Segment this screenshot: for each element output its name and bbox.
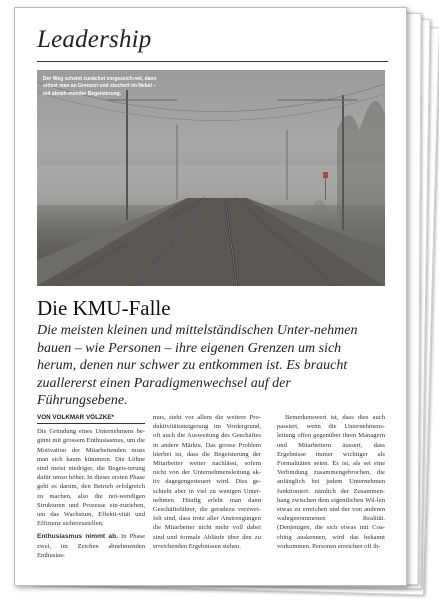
text-column-2 bbox=[153, 413, 261, 551]
subheading: Enthusiasmus nimmt ab. bbox=[37, 533, 118, 541]
paragraph: mus, steht vor allem die weitere Pro-duktivitätssteigerung im Vordergrund, oft auch die Ausweitung des Geschäftes in andere Märkte. Das grosse Problem hierbei ist, dass die Begeisterung der Mitarbeiter weiter nachlässt, sofern nicht von der Unternehmensleitung ak-tiv dagegengesteuert wird. Dies ge-schieht aber in viel zu wenigen Unter-nehmen. Häufig erlebt man dann Geschäftsführer, die geradezu verzwei-felt sind, dass trotz aller Anstrengungen die Mitarbeiter nicht mehr voll dabei sind und formale Abläufe über den zu erreichenden Ergebnissen stehen. bbox=[153, 414, 261, 550]
paragraph: Bemerkenswert ist, dass dies auch passiert, wenn die Unternehmens-leitung offen gegenüber ihren Managern und Mitarbeitern äussert, dass Ergebnisse immer wichtiger als Formalitäten seien. Es ist, als sei eine Verbindung zusammengebrochen, die anfänglich bei jedem Unternehmen funktioniert: nämlich der Zusammen-hang zwischen dem eigentlichen Wil-len etwas zu erreichen und der von anderen wahrgenommenen Realität. (Denjenigen, die sich etwas mit Coa-ching auskennen, wird das bekannt vorkommen. Personen erreichen oft ih- bbox=[277, 414, 385, 550]
paragraph: Die Gründung eines Unternehmens be-ginnt mit grossem Enthusiasmus, um die Motivation der Mitarbeitenden muss man sich kaum kümmern. Die Löhne sind meist niedriger, die Begeis-terung dafür umso höher. In dieser ersten Phase geht es darum, den Betrieb erfolgreich zu machen, also die not-wendigen Strukturen und Prozesse ein-zuziehen, um das Wachstum, Effekti-vität und Effizienz sicherzustellen. bbox=[37, 428, 145, 528]
paragraph-with-subhead bbox=[37, 532, 145, 560]
text-column-3 bbox=[277, 413, 385, 551]
fog-railway-photo bbox=[37, 70, 385, 286]
rubric-divider bbox=[37, 61, 388, 62]
article-headline: Die KMU-Falle bbox=[37, 296, 171, 320]
section-rubric: Leadership bbox=[37, 26, 152, 53]
railway-illustration bbox=[37, 70, 385, 286]
text-column-1 bbox=[37, 413, 145, 560]
article-lead: Die meisten kleinen und mittelständischen Unter-nehmen bauen – wie Personen – ihre eigenen Grenzen um sich herum, denen nur schwer zu entkommen ist. Es braucht zuallererst einen Paradigmenwechsel auf der Führungsebene. bbox=[37, 323, 358, 408]
photo-caption: Der Weg scheint zunächst vorgezeich-net, dann stösst man an Grenzen und stochert im Nebel – mit abneh-mender Begeisterung. bbox=[43, 76, 157, 97]
paragraph-text: In Phase zwei, im Zeichen abnehmenden Enthusias- bbox=[37, 533, 145, 559]
byline: VON VOLKMAR VÖLZKE* bbox=[37, 413, 145, 424]
magazine-page bbox=[14, 7, 407, 586]
